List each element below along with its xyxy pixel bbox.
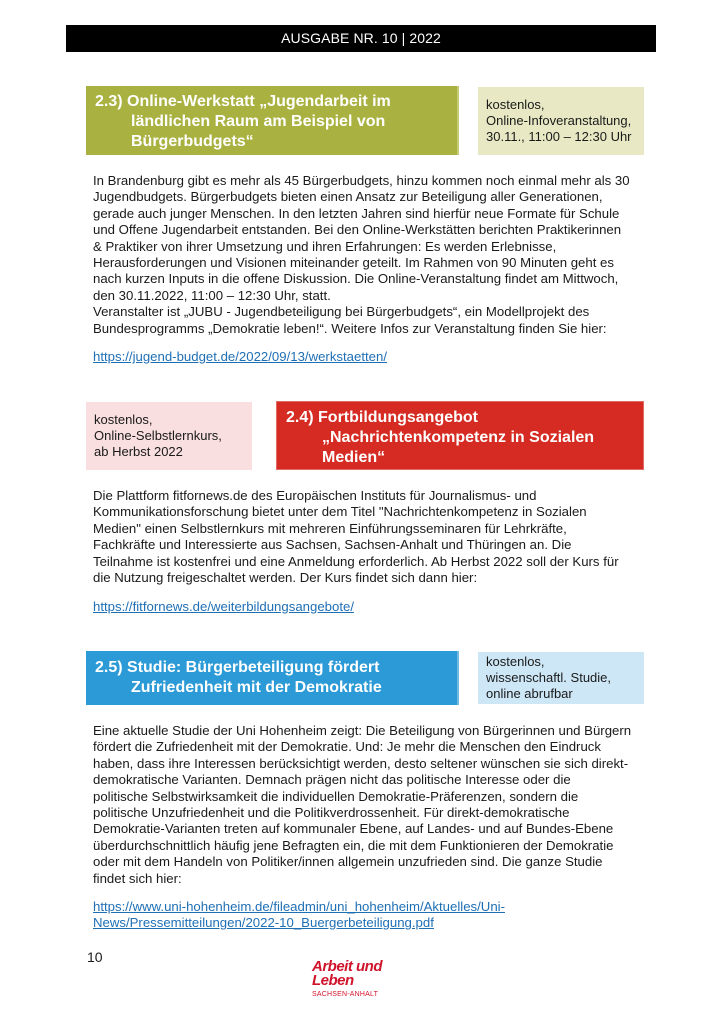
uni-hohenheim-link-line-1[interactable]: https://www.uni-hohenheim.de/fileadmin/uni_hohenheim/Aktuelles/Uni- [93,899,505,914]
info-line: kostenlos, [486,654,545,669]
info-line: kostenlos, [486,97,545,112]
body-line: findet sich hier: [93,870,182,886]
section-2-5-title [86,651,459,705]
body-line: politische Selbstwirksamkeit die individuellen Demokratie-Präferenzen, sondern die [93,788,579,804]
body-line: Teilnahme ist kostenfrei und eine Anmeldung erforderlich. Ab Herbst 2022 soll der Kurs für [93,553,619,569]
section-2-5-body [93,723,653,887]
body-line: Demokratie-Varianten treten auf kommunaler Ebene, auf Landes- und auf Bundes-Ebene [93,821,614,837]
body-line: Kommunikationsforschung bietet unter dem Titel "Nachrichtenkompetenz in Sozialen [93,504,587,520]
body-line: Die Plattform fitfornews.de des Europäischen Instituts für Journalismus- und [93,488,537,503]
section-2-5-info-box [478,652,644,704]
title-line: 2.5) Studie: Bürgerbeteiligung fördert [95,659,380,676]
section-2-3-info-box [478,87,644,155]
info-line: Online-Infoveranstaltung, [486,113,632,128]
page-number: 10 [87,949,103,965]
info-line: kostenlos, [94,412,153,427]
body-line: Veranstalter ist „JUBU - Jugendbeteiligung bei Bürgerbudgets“, ein Modellprojekt des [93,304,590,320]
title-line: „Nachrichtenkompetenz in Sozialen [322,429,595,446]
body-line: oder mit dem Handeln von Politiker/innen allgemein unzufrieden sind. Die ganze Studie [93,854,603,870]
info-line: ab Herbst 2022 [94,444,183,459]
title-line: Bürgerbudgets“ [131,133,254,150]
uni-hohenheim-link-line-2[interactable]: News/Pressemitteilungen/2022-10_Buergerbeteiligung.pdf [93,915,434,930]
body-line: Eine aktuelle Studie der Uni Hohenheim zeigt: Die Beteiligung von Bürgerinnen und Bürgern [93,723,632,738]
body-line: Bundesprogramms „Demokratie leben!“. Weitere Infos zur Veranstaltung finden Sie hier: [93,320,607,336]
body-line: überdurchschnittlich häufig jene Befragten ein, die mit dem Funktionieren der Demokratie [93,837,614,853]
body-line: In Brandenburg gibt es mehr als 45 Bürgerbudgets, hinzu kommen noch einmal mehr als 30 [93,173,630,188]
body-line: und Offene Jugendarbeit entstanden. Bei den Online-Werkstätten berichten Praktikerinnen [93,222,622,238]
body-line: demokratische Varianten. Demnach prägen nicht das politische Interesse oder die [93,772,571,788]
title-line: Medien“ [322,449,386,466]
issue-header-bar [66,25,656,52]
title-line: ländlichen Raum am Beispiel von [131,113,386,130]
body-line: Jugendbudgets. Bürgerbudgets bieten einen Ansatz zur Beteiligung aller Generationen, [93,189,603,205]
logo-line-2: Leben [312,972,354,989]
jugend-budget-link[interactable]: https://jugend-budget.de/2022/09/13/werkstaetten/ [93,349,388,364]
title-line: 2.3) Online-Werkstatt „Jugendarbeit im [95,93,391,110]
info-line: Online-Selbstlernkurs, [94,428,222,443]
body-line: gerade auch junger Menschen. In den letzten Jahren sind hierfür neue Formate für Schule [93,205,620,221]
logo-line-1: Arbeit und [312,958,382,975]
section-2-4-info-box [86,402,252,470]
logo-subtitle: SACHSEN-ANHALT [312,991,379,998]
body-line: Medien" einen Selbstlernkurs mit mehreren Einführungsseminaren für Lehrkräfte, [93,520,567,536]
section-2-3-title [86,86,459,155]
info-line: online abrufbar [486,686,573,701]
issue-title: AUSGABE NR. 10 | 2022 [281,30,441,46]
body-line: fördert die Zufriedenheit mit der Demokratie. Und: Je mehr die Menschen den Eindruck [93,739,601,755]
arbeit-und-leben-logo [312,960,382,998]
body-line: & Praktiker von ihrer Umsetzung und ihren Erfahrungen: Es werden Erlebnisse, [93,238,557,254]
section-2-4-title [276,401,644,470]
section-2-3-body [93,173,653,337]
section-2-4-body [93,488,653,586]
info-line: wissenschaftl. Studie, [486,670,612,685]
title-line: Zufriedenheit mit der Demokratie [131,679,382,696]
title-line: 2.4) Fortbildungsangebot [286,409,478,426]
body-line: haben, dass ihre Interessen berücksichtigt werden, desto seltener wünschen sie sich direkt- [93,755,629,771]
body-line: politische Unzufriedenheit und die Politikverdrossenheit. Für direkt-demokratische [93,805,570,821]
body-line: Fachkräfte und Interessierte aus Sachsen, Sachsen-Anhalt und Thüringen an. Die [93,537,572,553]
info-line: 30.11., 11:00 – 12:30 Uhr [486,129,632,144]
body-line: die Nutzung freigeschaltet werden. Der Kurs findet sich dann hier: [93,570,478,586]
body-line: den 30.11.2022, 11:00 – 12:30 Uhr, statt. [93,287,331,303]
body-line: Herausforderungen und Visionen miteinander geteilt. Im Rahmen von 90 Minuten geht es [93,255,614,271]
body-line: nach kurzen Inputs in die offene Diskussion. Die Online-Veranstaltung findet am Mittwoch, [93,271,619,287]
fitfornews-link[interactable]: https://fitfornews.de/weiterbildungsangebote/ [93,599,354,614]
